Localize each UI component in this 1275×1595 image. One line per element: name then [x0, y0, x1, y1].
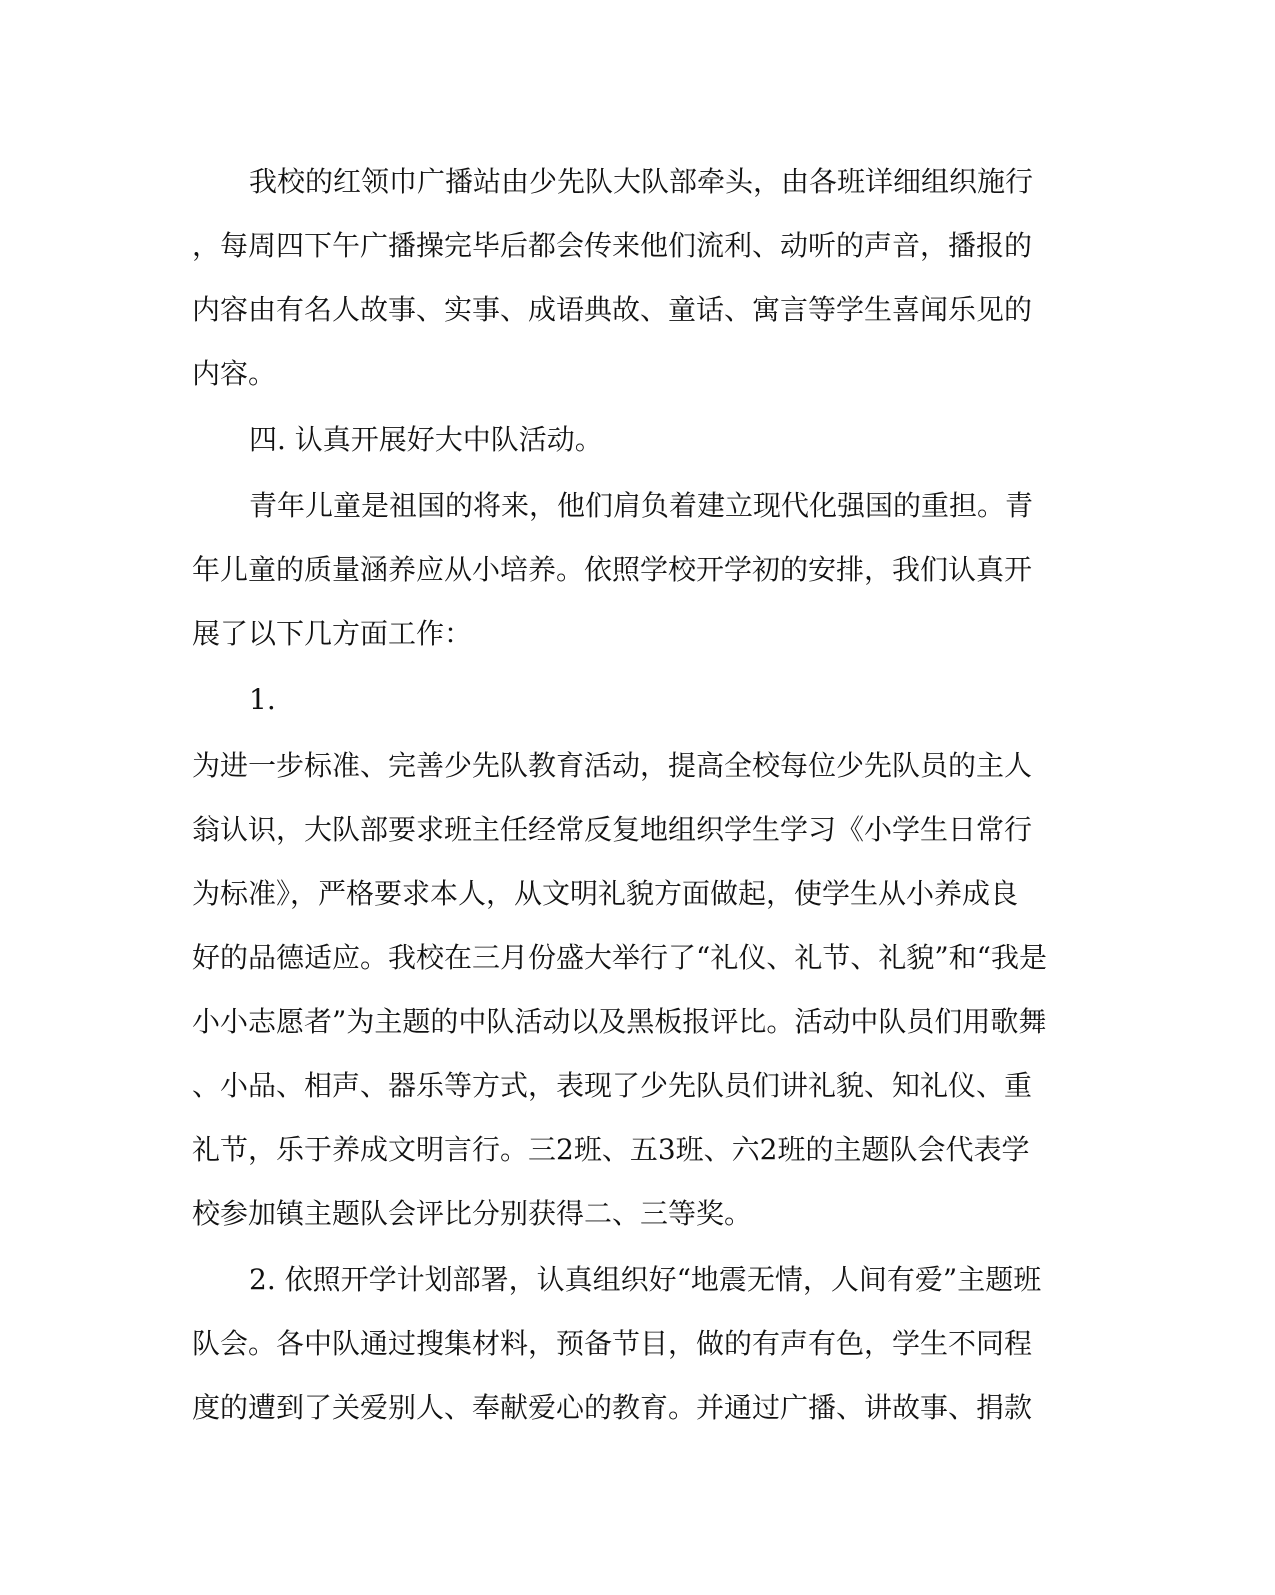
paragraph-item-two — [192, 1248, 1062, 1440]
heading-line: 四. 认真开展好大中队活动。 — [249, 423, 603, 456]
text-line: 队会。各中队通过搜集材料，预备节目，做的有声有色，学生不同程 — [192, 1327, 1033, 1360]
text-line: 青年儿童是祖国的将来，他们肩负着建立现代化强国的重担。青 — [249, 489, 1034, 522]
text-line: 礼节，乐于养成文明言行。三2班、五3班、六2班的主题队会代表学 — [192, 1133, 1030, 1166]
text-line: 展了以下几方面工作： — [192, 617, 473, 650]
paragraph-item-one — [192, 734, 1062, 1246]
text-line: 2. 依照开学计划部署，认真组织好“地震无情，人间有爱”主题班 — [249, 1263, 1042, 1296]
text-line: ，每周四下午广播操完毕后都会传来他们流利、动听的声音，播报的 — [192, 229, 1033, 262]
paragraph-broadcast — [192, 150, 1062, 406]
text-line: 校参加镇主题队会评比分别获得二、三等奖。 — [192, 1197, 753, 1230]
text-line: 我校的红领巾广播站由少先队大队部牵头，由各班详细组织施行 — [249, 165, 1034, 198]
text-line: 年儿童的质量涵养应从小培养。依照学校开学初的安排，我们认真开 — [192, 553, 1033, 586]
text-line: 为进一步标准、完善少先队教育活动，提高全校每位少先队员的主人 — [192, 749, 1033, 782]
text-line: 内容由有名人故事、实事、成语典故、童话、寓言等学生喜闻乐见的 — [192, 293, 1033, 326]
text-line: 为标准》，严格要求本人，从文明礼貌方面做起，使学生从小养成良 — [192, 877, 1019, 910]
item-one-number — [192, 668, 1062, 732]
text-line: 小小志愿者”为主题的中队活动以及黑板报评比。活动中队员们用歌舞 — [192, 1005, 1047, 1038]
text-line: 、小品、相声、器乐等方式，表现了少先队员们讲礼貌、知礼仪、重 — [192, 1069, 1033, 1102]
text-line: 翁认识，大队部要求班主任经常反复地组织学生学习《小学生日常行 — [192, 813, 1033, 846]
text-line: 内容。 — [192, 357, 277, 390]
section-four-heading — [192, 408, 1062, 472]
text-line: 度的遭到了关爱别人、奉献爱心的教育。并通过广播、讲故事、捐款 — [192, 1391, 1033, 1424]
paragraph-youth-intro — [192, 474, 1062, 666]
text-line: 好的品德适应。我校在三月份盛大举行了“礼仪、礼节、礼貌”和“我是 — [192, 941, 1047, 974]
document-body — [192, 150, 1062, 1440]
list-number: 1. — [249, 683, 276, 716]
